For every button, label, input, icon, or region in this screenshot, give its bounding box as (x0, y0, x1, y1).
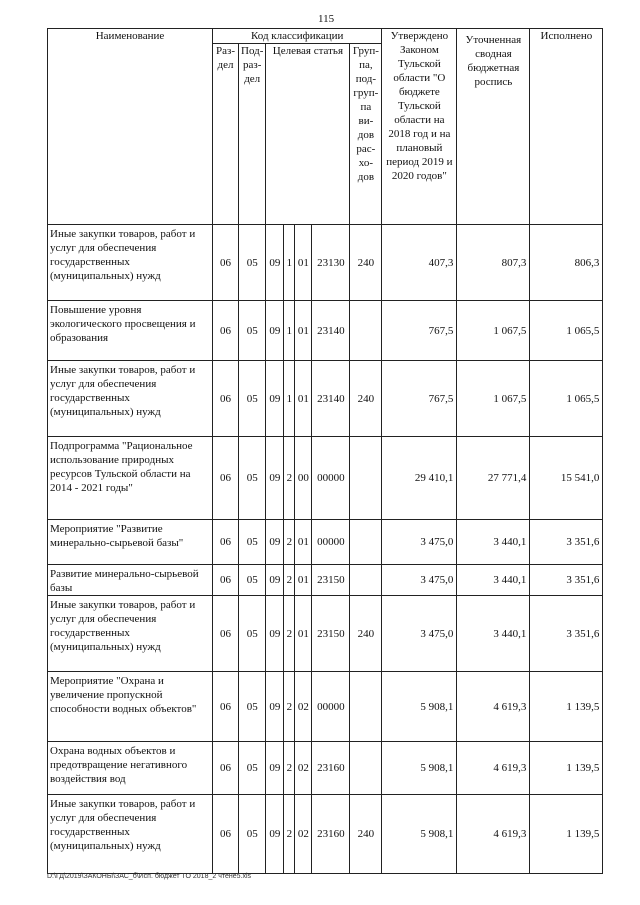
cell-c2: 2 (284, 742, 295, 795)
cell-name: Подпрограмма "Рациональное использование природных ресурсов Тульской области на 2014 - 2021 годы" (48, 437, 213, 520)
cell-p: 05 (239, 301, 266, 361)
table-row (48, 520, 603, 565)
cell-approved: 3 475,0 (382, 565, 457, 596)
cell-refined: 3 440,1 (457, 520, 530, 565)
cell-r: 06 (213, 520, 239, 565)
table-row (48, 596, 603, 672)
table-row (48, 672, 603, 742)
header-executed: Исполнено (530, 29, 603, 225)
page-number: 115 (318, 13, 335, 25)
cell-approved: 767,5 (382, 301, 457, 361)
cell-r: 06 (213, 225, 239, 301)
cell-c1: 09 (266, 301, 284, 361)
header-refined: Уточненная сводная бюджетная роспись (457, 29, 530, 225)
cell-c2: 2 (284, 596, 295, 672)
cell-name: Повышение уровня экологического просвещения и образования (48, 301, 213, 361)
cell-executed: 3 351,6 (530, 565, 603, 596)
cell-c1: 09 (266, 437, 284, 520)
cell-r: 06 (213, 742, 239, 795)
cell-r: 06 (213, 301, 239, 361)
cell-c3: 01 (295, 520, 312, 565)
table-row (48, 301, 603, 361)
cell-executed: 1 139,5 (530, 672, 603, 742)
cell-c4: 23140 (312, 361, 350, 437)
header-razdel: Раз-дел (213, 44, 239, 225)
table-row (48, 225, 603, 301)
cell-c3: 01 (295, 596, 312, 672)
header-code-group: Код классификации (213, 29, 382, 44)
budget-table (47, 28, 603, 874)
cell-approved: 767,5 (382, 361, 457, 437)
file-path-footer: D:\ГД\2019\ЗАКОНЫ\ЗАС_б\Исп. бюджет ТО 2018_2 чтене5.xls (47, 873, 252, 880)
cell-c3: 00 (295, 437, 312, 520)
cell-executed: 1 139,5 (530, 742, 603, 795)
cell-refined: 807,3 (457, 225, 530, 301)
cell-c2: 2 (284, 520, 295, 565)
cell-approved: 3 475,0 (382, 520, 457, 565)
cell-c3: 01 (295, 361, 312, 437)
table-row (48, 361, 603, 437)
cell-p: 05 (239, 520, 266, 565)
cell-c3: 02 (295, 795, 312, 874)
cell-refined: 27 771,4 (457, 437, 530, 520)
cell-refined: 4 619,3 (457, 742, 530, 795)
cell-c1: 09 (266, 225, 284, 301)
cell-refined: 1 067,5 (457, 301, 530, 361)
cell-executed: 1 065,5 (530, 301, 603, 361)
cell-grp: 240 (350, 361, 382, 437)
cell-executed: 15 541,0 (530, 437, 603, 520)
cell-c2: 2 (284, 795, 295, 874)
header-podrazdel: Под-раз-дел (239, 44, 266, 225)
cell-approved: 3 475,0 (382, 596, 457, 672)
cell-approved: 5 908,1 (382, 795, 457, 874)
cell-grp (350, 437, 382, 520)
cell-c3: 01 (295, 301, 312, 361)
cell-p: 05 (239, 437, 266, 520)
cell-executed: 3 351,6 (530, 596, 603, 672)
cell-c2: 2 (284, 437, 295, 520)
cell-c2: 2 (284, 672, 295, 742)
cell-p: 05 (239, 361, 266, 437)
cell-name: Иные закупки товаров, работ и услуг для обеспечения государственных (муниципальных) нужд (48, 795, 213, 874)
header-group: Груп-па, под-груп-па ви-дов рас-хо-дов (350, 44, 382, 225)
cell-r: 06 (213, 596, 239, 672)
cell-refined: 4 619,3 (457, 672, 530, 742)
cell-grp: 240 (350, 596, 382, 672)
cell-r: 06 (213, 361, 239, 437)
cell-refined: 3 440,1 (457, 565, 530, 596)
cell-c2: 1 (284, 225, 295, 301)
cell-r: 06 (213, 795, 239, 874)
cell-c4: 23150 (312, 596, 350, 672)
cell-c3: 02 (295, 672, 312, 742)
header-target: Целевая статья (266, 44, 350, 225)
cell-p: 05 (239, 225, 266, 301)
cell-approved: 5 908,1 (382, 742, 457, 795)
cell-name: Иные закупки товаров, работ и услуг для обеспечения государственных (муниципальных) нужд (48, 596, 213, 672)
cell-r: 06 (213, 565, 239, 596)
cell-p: 05 (239, 596, 266, 672)
cell-grp (350, 301, 382, 361)
cell-c1: 09 (266, 596, 284, 672)
table-row (48, 565, 603, 596)
cell-c3: 01 (295, 225, 312, 301)
cell-executed: 806,3 (530, 225, 603, 301)
cell-grp (350, 520, 382, 565)
cell-c1: 09 (266, 795, 284, 874)
cell-c4: 00000 (312, 520, 350, 565)
cell-c3: 02 (295, 742, 312, 795)
cell-executed: 1 065,5 (530, 361, 603, 437)
cell-grp (350, 742, 382, 795)
cell-c1: 09 (266, 565, 284, 596)
cell-refined: 3 440,1 (457, 596, 530, 672)
cell-r: 06 (213, 437, 239, 520)
cell-p: 05 (239, 742, 266, 795)
cell-approved: 29 410,1 (382, 437, 457, 520)
cell-approved: 407,3 (382, 225, 457, 301)
cell-grp: 240 (350, 225, 382, 301)
cell-c1: 09 (266, 520, 284, 565)
cell-c4: 23160 (312, 742, 350, 795)
cell-c2: 1 (284, 301, 295, 361)
cell-name: Развитие минерально-сырьевой базы (48, 565, 213, 596)
cell-name: Мероприятие "Развитие минерально-сырьевой базы" (48, 520, 213, 565)
cell-c4: 00000 (312, 437, 350, 520)
cell-refined: 4 619,3 (457, 795, 530, 874)
cell-c4: 23140 (312, 301, 350, 361)
cell-c4: 23130 (312, 225, 350, 301)
cell-r: 06 (213, 672, 239, 742)
cell-c4: 00000 (312, 672, 350, 742)
cell-p: 05 (239, 672, 266, 742)
cell-name: Иные закупки товаров, работ и услуг для обеспечения государственных (муниципальных) нужд (48, 225, 213, 301)
table-row (48, 437, 603, 520)
header-name: Наименование (48, 29, 213, 225)
cell-grp (350, 672, 382, 742)
cell-c1: 09 (266, 742, 284, 795)
table-row (48, 795, 603, 874)
cell-grp (350, 565, 382, 596)
cell-name: Мероприятие "Охрана и увеличение пропускной способности водных объектов" (48, 672, 213, 742)
cell-p: 05 (239, 565, 266, 596)
cell-grp: 240 (350, 795, 382, 874)
cell-c4: 23150 (312, 565, 350, 596)
cell-executed: 3 351,6 (530, 520, 603, 565)
header-approved: Утверждено Законом Тульской области "О бюджете Тульской области на 2018 год и на плановый период 2019 и 2020 годов" (382, 29, 457, 225)
cell-name: Охрана водных объектов и предотвращение негативного воздействия вод (48, 742, 213, 795)
cell-c1: 09 (266, 672, 284, 742)
cell-c3: 01 (295, 565, 312, 596)
cell-p: 05 (239, 795, 266, 874)
cell-refined: 1 067,5 (457, 361, 530, 437)
table-row (48, 742, 603, 795)
cell-name: Иные закупки товаров, работ и услуг для обеспечения государственных (муниципальных) нужд (48, 361, 213, 437)
cell-c4: 23160 (312, 795, 350, 874)
cell-c1: 09 (266, 361, 284, 437)
cell-c2: 2 (284, 565, 295, 596)
cell-executed: 1 139,5 (530, 795, 603, 874)
cell-c2: 1 (284, 361, 295, 437)
cell-approved: 5 908,1 (382, 672, 457, 742)
